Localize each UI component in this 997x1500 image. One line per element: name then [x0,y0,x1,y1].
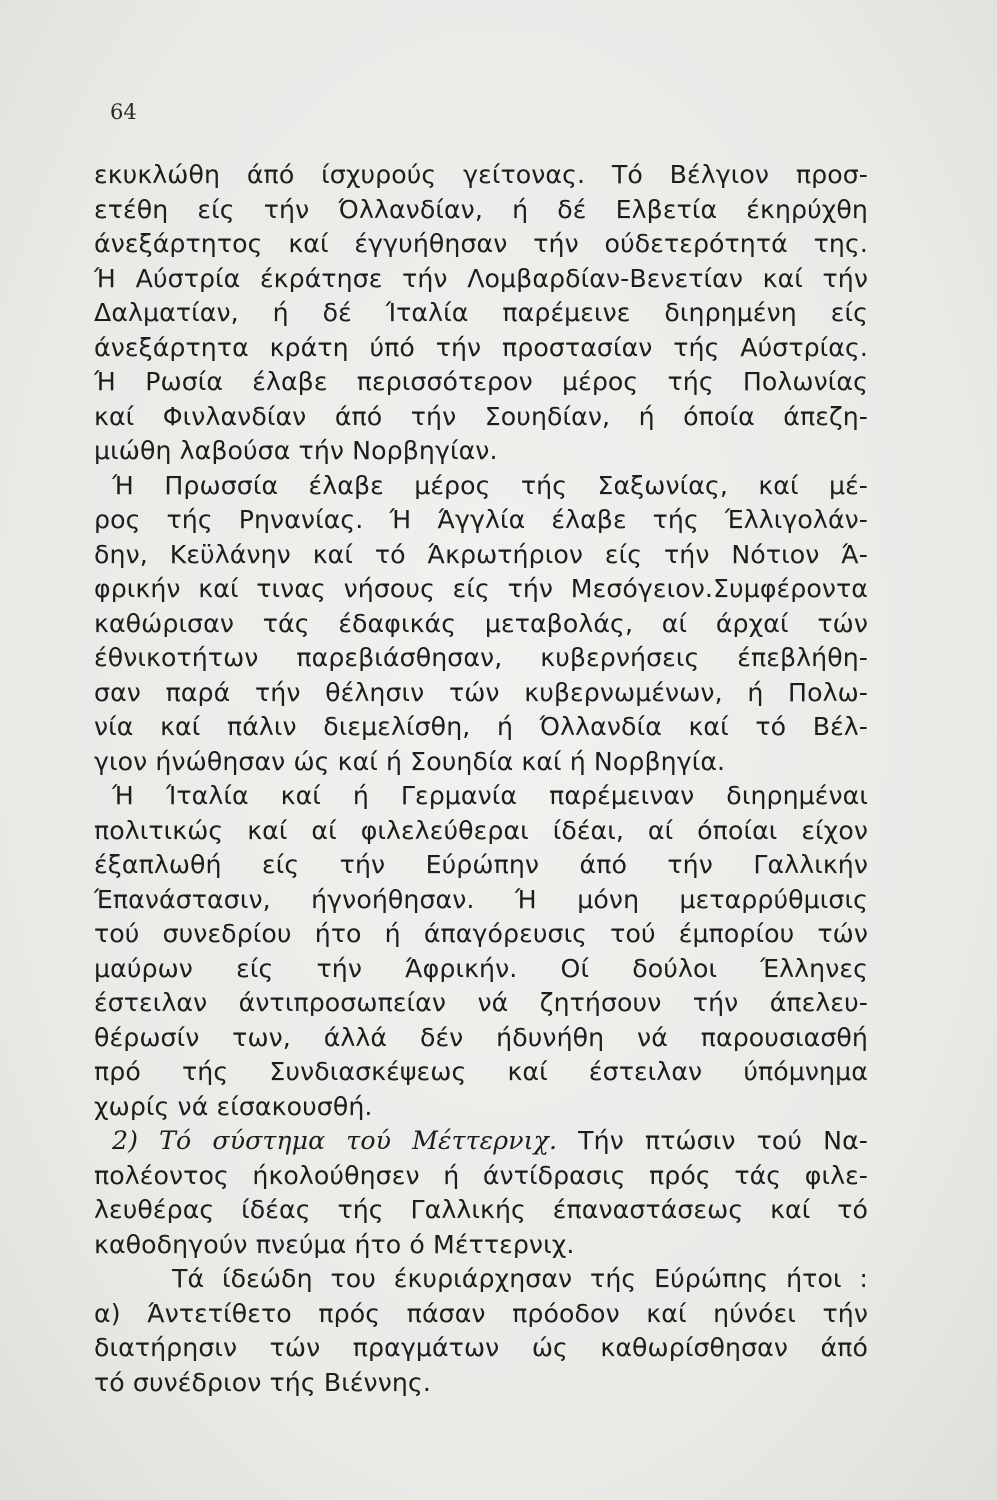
page-number: 64 [110,100,137,124]
text-line-rest: Τήν πτώσιν τού Να- [578,1126,868,1155]
text-line: ετέθη είς τήν Όλλανδίαν, ή δέ Ελβετία έκηρύχθη [94,194,868,224]
text-line: τό συνέδριον τής Βιέννης. [94,1367,431,1397]
text-line: χωρίς νά είσακουσθή. [94,1091,373,1121]
text-line: έθνικοτήτων παρεβιάσθησαν, κυβερνήσεις έπεβλήθη- [94,643,868,672]
section-heading-line [94,1124,868,1159]
text-line: Ή Αύστρία έκράτησε τήν Λομβαρδίαν-Βενετίαν καί τήν [94,263,868,293]
text-line: Ή Ίταλία καί ή Γερμανία παρέμειναν διηρημέναι [112,781,868,810]
text-line: διατήρησιν τών πραγμάτων ώς καθωρίσθησαν άπό [94,1333,868,1362]
text-line: έστειλαν άντιπροσωπείαν νά ζητήσουν τήν άπελευ- [94,988,868,1017]
text-line: α) Άντετίθετο πρός πάσαν πρόοδον καί ηύνόει τήν [94,1298,868,1328]
text-line: καί Φινλανδίαν άπό τήν Σουηδίαν, ή όποία άπεζη- [94,401,868,431]
text-line: καθώρισαν τάς έδαφικάς μεταβολάς, αί άρχαί τών [94,608,868,638]
text-line: λευθέρας ίδέας τής Γαλλικής έπαναστάσεως καί τό [94,1195,868,1224]
body-text [94,158,868,1400]
text-line: πολιτικώς καί αί φιλελεύθεραι ίδέαι, αί όποίαι είχον [94,815,868,845]
text-line: γιον ήνώθησαν ώς καί ή Σουηδία καί ή Νορβηγία. [94,746,726,776]
text-line: φρικήν καί τινας νήσους είς τήν Μεσόγειον.Συμφέροντα [94,574,868,603]
text-line: νία καί πάλιν διεμελίσθη, ή Όλλανδία καί τό Βέλ- [94,712,868,741]
text-line: Τά ίδεώδη του έκυριάρχησαν τής Εύρώπης ήτοι : [172,1264,868,1293]
text-line: καθοδηγούν πνεύμα ήτο ό Μέττερνιχ. [94,1229,575,1259]
text-line: έξαπλωθή είς τήν Εύρώπην άπό τήν Γαλλικήν [94,850,868,879]
text-line: ρος τής Ρηνανίας. Ή Άγγλία έλαβε τής Έλλιγολάν- [94,505,868,534]
text-line: σαν παρά τήν θέλησιν τών κυβερνωμένων, ή Πολω- [94,677,868,707]
text-line: μιώθη λαβούσα τήν Νορβηγίαν. [94,436,498,465]
section-heading: 2) Τό σύστημα τού Μέττερνιχ. [112,1126,558,1155]
text-line: Έπανάστασιν, ήγνοήθησαν. Ή μόνη μεταρρύθμισις [94,884,868,914]
text-line: τού συνεδρίου ήτο ή άπαγόρευσις τού έμπορίου τών [94,919,868,948]
text-line: Δαλματίαν, ή δέ Ίταλία παρέμεινε διηρημένη είς [94,298,868,327]
text-line: εκυκλώθη άπό ίσχυρούς γείτονας. Τό Βέλγιον προσ- [94,160,868,189]
text-line: άνεξάρτητος καί έγγυήθησαν τήν ούδετερότητά της. [94,229,868,258]
text-line: πολέοντος ήκολούθησεν ή άντίδρασις πρός τάς φιλε- [94,1160,868,1190]
text-line: πρό τής Συνδιασκέψεως καί έστειλαν ύπόμνημα [94,1057,868,1086]
text-line: δην, Κεϋλάνην καί τό Άκρωτήριον είς τήν Νότιον Ά- [94,539,868,569]
text-line: Ή Ρωσία έλαβε περισσότερον μέρος τής Πολωνίας [94,367,868,396]
text-line: άνεξάρτητα κράτη ύπό τήν προστασίαν τής Αύστρίας. [94,332,868,362]
text-line: θέρωσίν των, άλλά δέν ήδυνήθη νά παρουσιασθή [94,1022,868,1052]
text-line: μαύρων είς τήν Άφρικήν. Οί δούλοι Έλληνες [94,953,868,983]
text-line: Ή Πρωσσία έλαβε μέρος τής Σαξωνίας, καί μέ- [112,470,868,500]
